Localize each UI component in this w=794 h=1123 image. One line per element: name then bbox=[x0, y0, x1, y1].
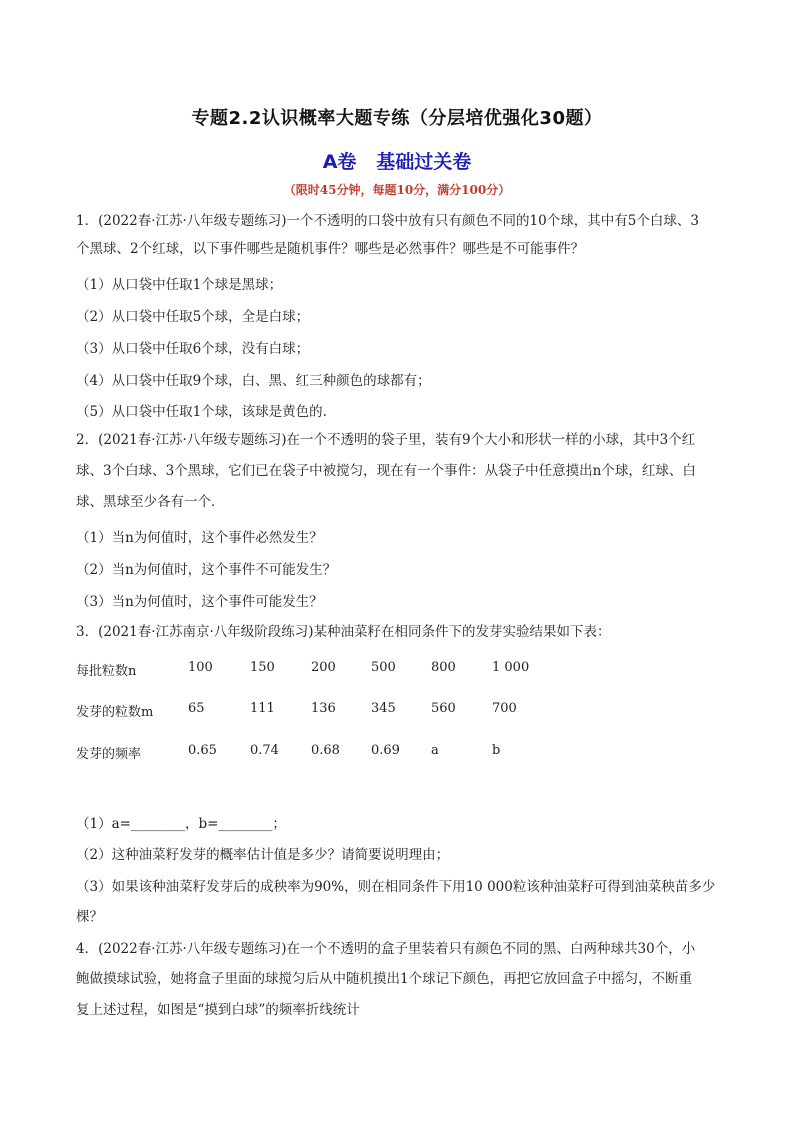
table-cell: 345 bbox=[371, 701, 396, 716]
q1-line1: 1．(2022春·江苏·八年级专题练习)一个不透明的口袋中放有只有颜色不同的10个球，其中有5个白球、3 bbox=[76, 213, 699, 229]
q2-line3: 球、黑球至少各有一个． bbox=[76, 494, 225, 510]
q2-item-2: （2）当n为何值时，这个事件不可能发生？ bbox=[76, 562, 337, 578]
q1-item-1: （1）从口袋中任取1个球是黑球； bbox=[76, 277, 283, 293]
q3-item-3: （3）如果该种油菜籽发芽后的成秧率为90%，则在相同条件下用10 000粒该种油菜籽可得到油菜秧苗多少 bbox=[76, 879, 716, 895]
time-limit-note: （限时45分钟，每题10分，满分100分） bbox=[283, 183, 511, 197]
q2-line1: 2．(2021春·江苏·八年级专题练习)在一个不透明的袋子里，装有9个大小和形状一样的小球，其中3个红 bbox=[76, 432, 696, 448]
q1-item-3: （3）从口袋中任取6个球，没有白球； bbox=[76, 341, 310, 357]
table-cell: 111 bbox=[250, 701, 275, 716]
q1-item-2: （2）从口袋中任取5个球，全是白球； bbox=[76, 309, 310, 325]
q2-line2: 球、3个白球、3个黑球，它们已在袋子中被搅匀，现在有一个事件：从袋子中任意摸出n个球，红球、白 bbox=[76, 463, 696, 479]
q2-item-1: （1）当n为何值时，这个事件必然发生？ bbox=[76, 530, 323, 546]
table-cell: 0.69 bbox=[371, 743, 400, 758]
table-cell: 100 bbox=[188, 660, 213, 675]
page-title: 专题2.2认识概率大题专练（分层培优强化30题） bbox=[191, 108, 603, 129]
q4-line3: 复上述过程，如图是“摸到白球”的频率折线统计 bbox=[76, 1002, 360, 1018]
q3-line1: 3．(2021春·江苏南京·八年级阶段练习)某种油菜籽在相同条件下的发芽实验结果如下表： bbox=[76, 624, 611, 640]
table-cell: 500 bbox=[371, 660, 396, 675]
q3-item-3-cont: 棵？ bbox=[76, 909, 103, 925]
table-cell: 1 000 bbox=[492, 660, 530, 675]
q1-line2: 个黑球、2个红球，以下事件哪些是随机事件？哪些是必然事件？哪些是不可能事件？ bbox=[76, 241, 585, 257]
q4-line1: 4．(2022春·江苏·八年级专题练习)在一个不透明的盒子里装着只有颜色不同的黑、白两种球共30个，小 bbox=[76, 941, 696, 957]
table-row-label: 发芽的粒数m bbox=[76, 705, 154, 720]
table-cell: 800 bbox=[431, 660, 456, 675]
table-cell: 0.68 bbox=[311, 743, 340, 758]
table-row-label: 发芽的频率 bbox=[76, 747, 142, 762]
table-cell: 136 bbox=[311, 701, 336, 716]
table-cell: a bbox=[431, 743, 439, 758]
table-cell: 700 bbox=[492, 701, 517, 716]
q3-item-1: （1）a=________，b=________； bbox=[76, 816, 286, 832]
q2-item-3: （3）当n为何值时，这个事件可能发生？ bbox=[76, 594, 323, 610]
table-cell: b bbox=[492, 743, 501, 758]
table-cell: 0.74 bbox=[250, 743, 279, 758]
table-cell: 0.65 bbox=[188, 743, 217, 758]
q1-item-4: （4）从口袋中任取9个球，白、黑、红三种颜色的球都有； bbox=[76, 373, 431, 389]
table-cell: 150 bbox=[250, 660, 275, 675]
q1-item-5: （5）从口袋中任取1个球，该球是黄色的. bbox=[76, 404, 327, 420]
q4-line2: 鲍做摸球试验，她将盒子里面的球搅匀后从中随机摸出1个球记下颜色，再把它放回盒子中摇匀，不断重 bbox=[76, 971, 693, 987]
table-cell: 560 bbox=[431, 701, 456, 716]
table-cell: 200 bbox=[311, 660, 336, 675]
table-row-label: 每批粒数n bbox=[76, 664, 137, 679]
section-subtitle: A卷 基础过关卷 bbox=[322, 151, 472, 173]
q3-item-2: （2）这种油菜籽发芽的概率估计值是多少？请简要说明理由； bbox=[76, 847, 450, 863]
table-cell: 65 bbox=[188, 701, 205, 716]
